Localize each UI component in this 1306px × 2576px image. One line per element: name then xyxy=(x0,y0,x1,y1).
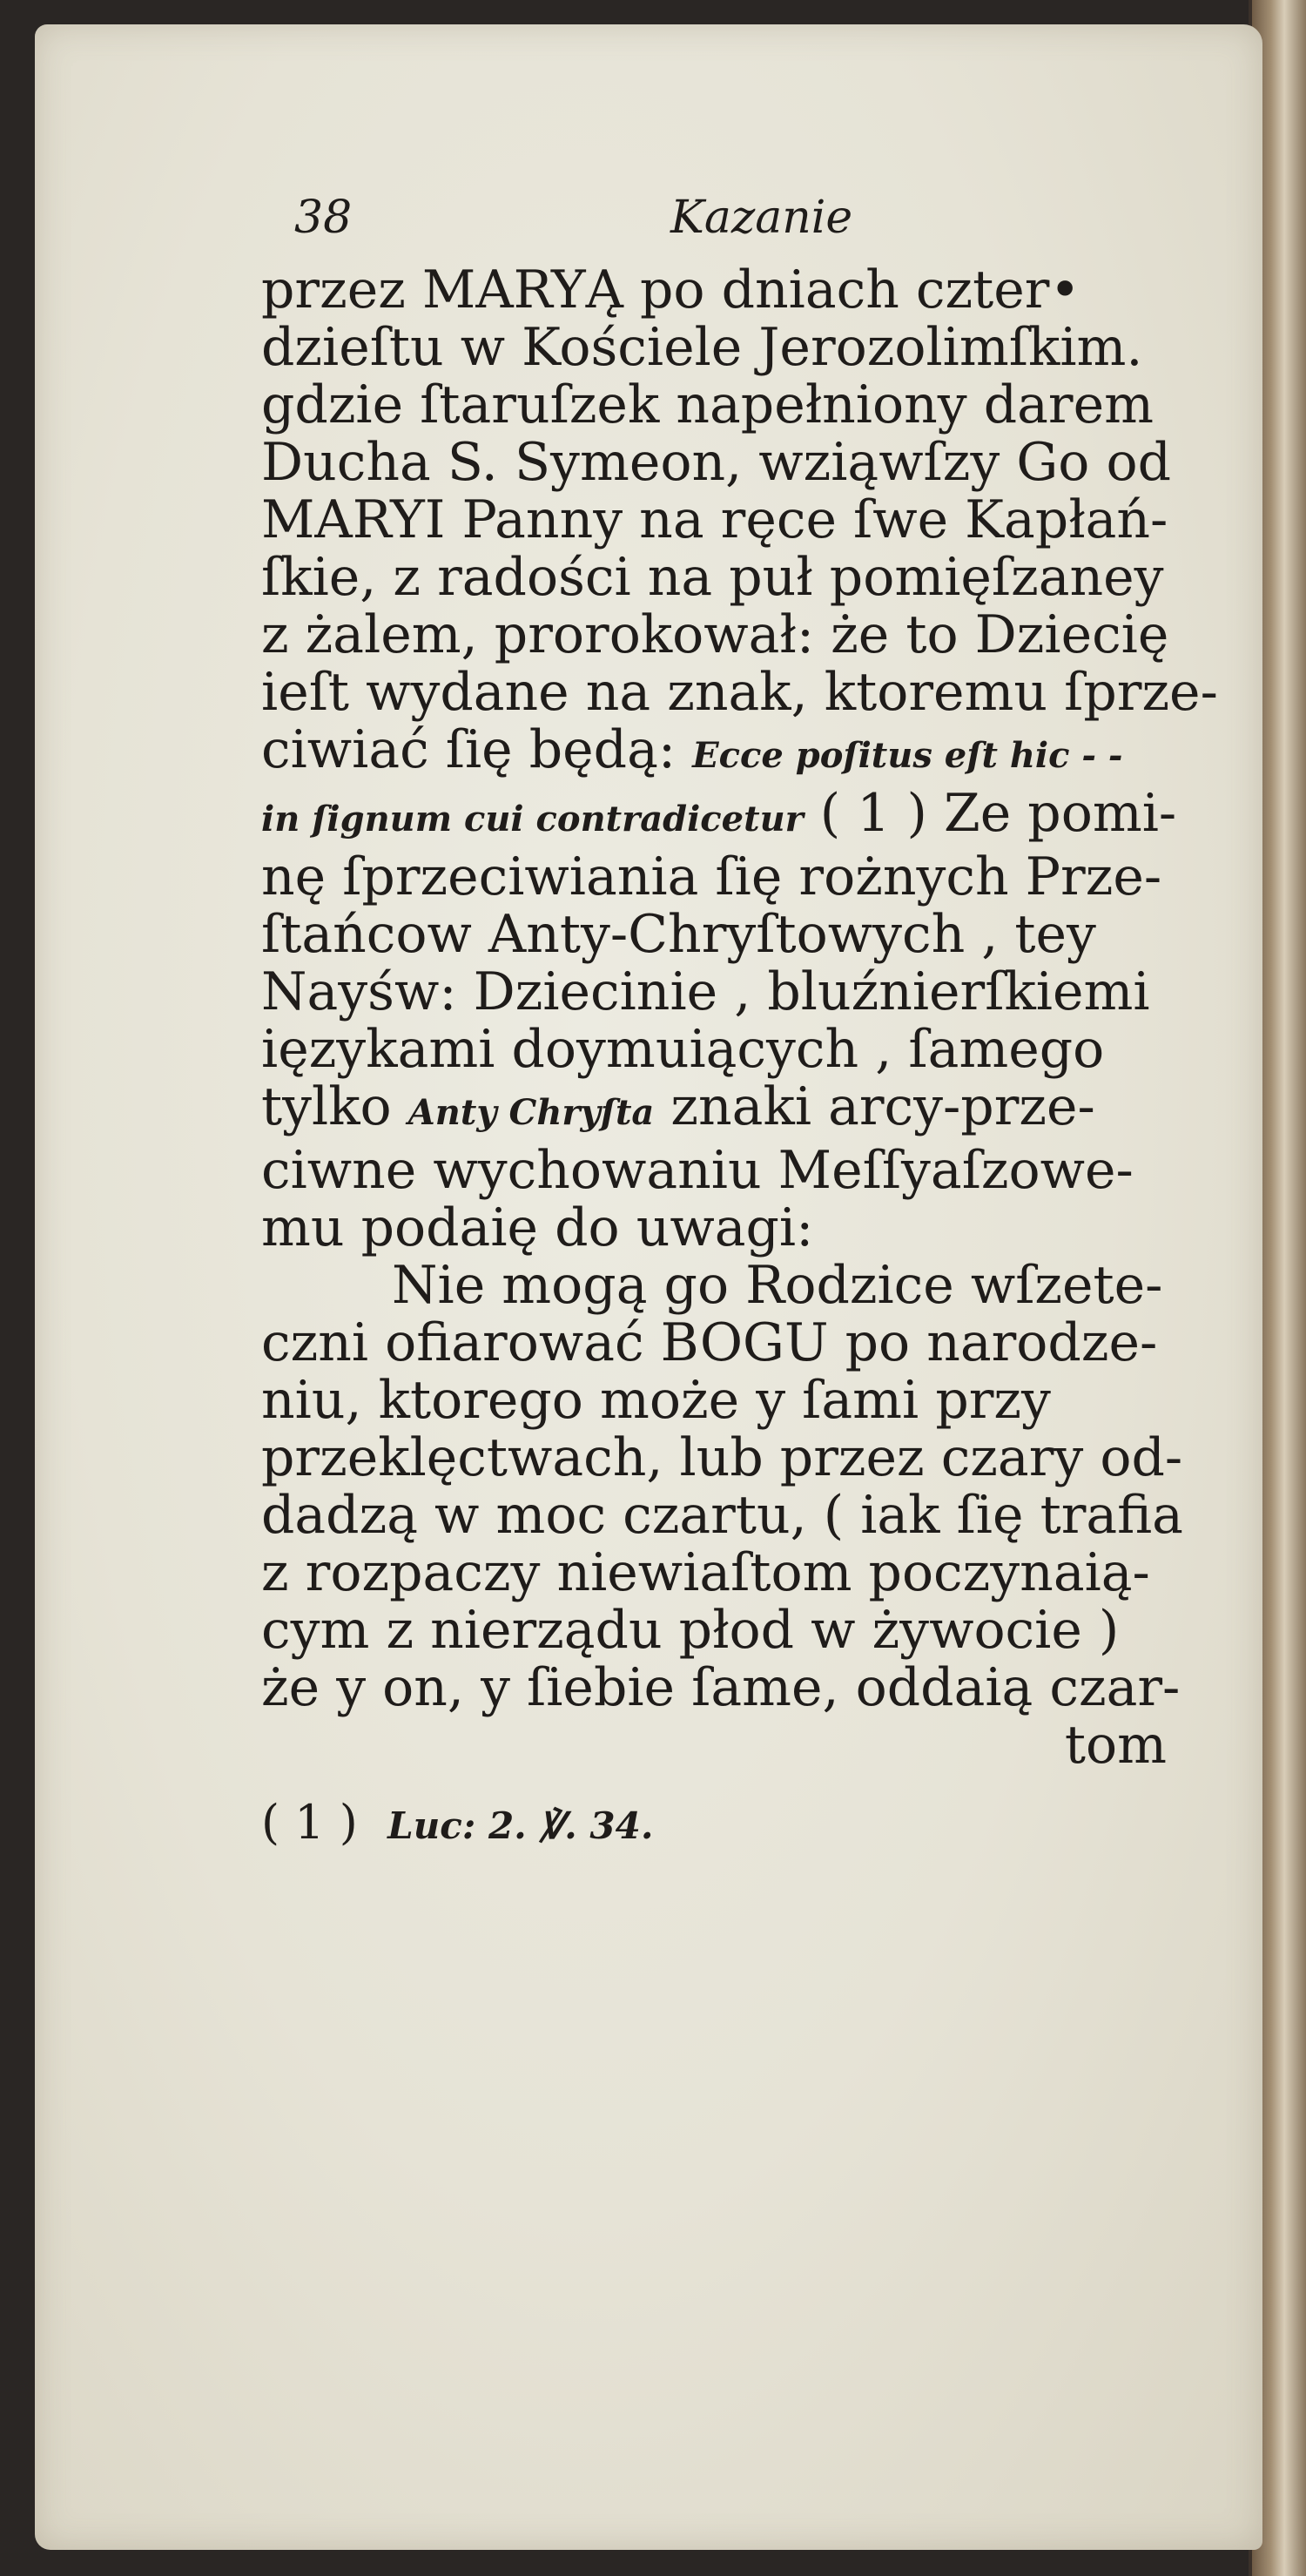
text-line-21: przeklęctwach, lub przez czary od- xyxy=(261,1427,1183,1488)
text-line-14: ięzykami doymuiących , ſamego xyxy=(261,1019,1105,1080)
text-line-23: z rozpaczy niewiaſtom poczynaią- xyxy=(261,1542,1150,1603)
text-line-4: Ducha S. Symeon, wziąwſzy Go od xyxy=(261,432,1171,493)
text-line-22: dadzą w moc czartu, ( iak ſię trafia xyxy=(261,1485,1183,1546)
text-line-10 xyxy=(261,785,1210,848)
text-line-12: ſtańcow Anty-Chryſtowych , tey xyxy=(261,904,1096,965)
page-text xyxy=(261,183,1218,1897)
footnote-marker: ( 1 ) xyxy=(261,1795,358,1850)
text-line-10-polish: ( 1 ) Ze pomi- xyxy=(803,783,1177,844)
text-line-15 xyxy=(261,1078,1210,1142)
text-line-11: nę ſprzeciwiania ſię rożnych Prze- xyxy=(261,846,1162,907)
text-line-3: gdzie ſtaruſzek napełniony darem xyxy=(261,374,1154,435)
text-line-2: dzieſtu w Kościele Jerozolimſkim. xyxy=(261,317,1143,378)
text-line-15-a: tylko xyxy=(261,1076,408,1137)
latin-quotation-start: Ecce poſitus eſt hic - - xyxy=(692,735,1123,776)
text-line-16: ciwne wychowaniu Meſſyaſzowe- xyxy=(261,1140,1134,1201)
text-line-8: ieſt wydane na znak, ktoremu ſprze- xyxy=(261,662,1218,723)
text-line-13: Nayśw: Dziecinie , bluźnierſkiemi xyxy=(261,961,1150,1022)
text-line-25: że y on, y ſiebie ſame, oddaią czar- xyxy=(261,1657,1181,1718)
page-number: 38 xyxy=(294,192,353,244)
text-line-1: przez MARYĄ po dniach czter• xyxy=(261,260,1080,320)
text-line-9 xyxy=(261,721,1210,785)
text-line-15-b: znaki arcy-prze- xyxy=(654,1076,1095,1137)
footnote-reference: Luc: 2. ℣. 34. xyxy=(387,1804,654,1847)
page-header xyxy=(261,183,1210,261)
text-line-17: mu podaię do uwagi: xyxy=(261,1197,814,1258)
text-line-6: ſkie, z radości na puł pomięſzaney xyxy=(261,547,1164,608)
catchword: tom xyxy=(1064,1715,1167,1776)
italic-name: Anty Chryſta xyxy=(407,1092,655,1133)
running-title: Kazanie xyxy=(670,192,853,244)
text-line-7: z żalem, prorokował: że to Dziecię xyxy=(261,604,1169,665)
text-line-5: MARYI Panny na ręce ſwe Kapłań- xyxy=(261,489,1168,550)
latin-quotation-end: in ſignum cui contradicetur xyxy=(261,799,804,840)
text-line-24: cym z nierządu płod w żywocie ) xyxy=(261,1600,1120,1661)
text-line-20: niu, ktorego może y ſami przy xyxy=(261,1370,1051,1431)
paragraph-first-line: Nie mogą go Rodzice wſzete- xyxy=(392,1255,1163,1316)
text-line-9-polish: ciwiać ſię będą: xyxy=(261,719,693,780)
footnote xyxy=(261,1795,1210,1850)
text-line-19: czni ofiarować BOGU po narodze- xyxy=(261,1312,1158,1373)
